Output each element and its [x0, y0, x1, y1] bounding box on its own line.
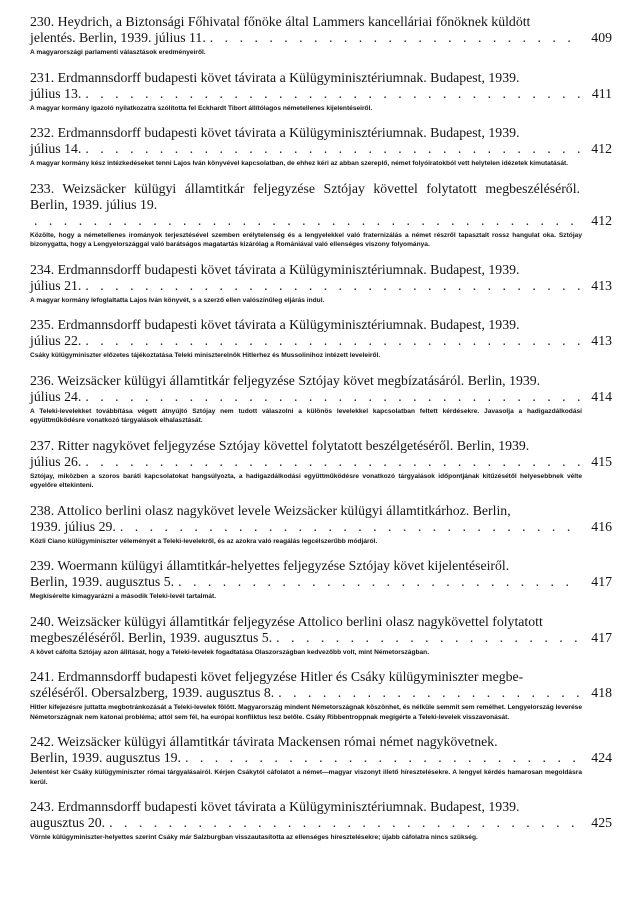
entry-title — [30, 70, 612, 86]
entry-summary: A magyarországi parlamenti választások eredményeiről. — [30, 49, 206, 56]
entry-title — [30, 181, 612, 213]
entry-title — [30, 799, 612, 815]
entry-summary: Sztójay, miközben a szoros baráti kapcsolatokat hangsúlyozta, a hadigazdálkodási együttműködésre vonatkozó tárgyalások időpontjának kitűzésétől helyesebbnek vélte egyelőre eltekinteni. — [30, 472, 582, 489]
entry-number: 236. — [30, 372, 55, 388]
toc-entry — [30, 181, 612, 250]
dot-leader — [34, 213, 580, 229]
entry-last-line — [30, 685, 612, 701]
dot-leader — [85, 389, 580, 405]
entry-title-text: Heydrich, a Biztonsági Főhivatal főnöke által Lammers kancelláriai főnöknek küldött — [57, 14, 531, 29]
entry-last-text: Berlin, 1939. augusztus 19. — [30, 750, 181, 765]
dot-leader — [85, 86, 580, 102]
entry-last-text: széléséről. Obersalzberg, 1939. augusztus 8. — [30, 685, 275, 700]
entry-summary: Csáky külügyminiszter előzetes tájékoztatása Teleki miniszterelnök Hitlerhez és Mussolinihoz intézett leveleiről. — [30, 352, 381, 359]
entry-summary: Jelentést kér Csáky külügyminiszter római tárgyalásairól. Kérjen Csákytól cáfolatot a német—magyar viszonyt illető híresztelésekre. A lengyel kérdés hamarosan megoldásra kerül. — [30, 769, 582, 786]
toc-entry — [30, 14, 612, 58]
entry-summary: A magyar kormány igazoló nyilatkozatra szólította fel Eckhardt Tibort állítólagos németellenes kijelentéseiről. — [30, 104, 373, 112]
entry-last-text: 1939. július 29. — [30, 518, 116, 534]
entry-summary: A magyar kormány lefoglaltatta Lajos Iván könyvét, s a szerző ellen valószínűleg eljárás indul. — [30, 296, 325, 304]
entry-title — [30, 614, 612, 630]
entry-last-line — [30, 141, 612, 157]
toc-entry — [30, 669, 612, 722]
page-number: 424 — [591, 750, 612, 765]
dot-leader — [120, 519, 580, 535]
entry-title — [30, 438, 612, 454]
toc-entry — [30, 70, 612, 114]
entry-number: 237. — [30, 437, 55, 453]
entry-last-text: július 26. — [30, 453, 82, 469]
toc-entry — [30, 438, 612, 491]
entry-last-line — [30, 815, 612, 831]
entry-summary: A követ cáfolta Sztójay azon állítását, hogy a Teleki-levelek fogadtatása Olaszországban kedvezőbb volt, mint Németországban. — [30, 648, 430, 656]
entry-title-text: Weizsäcker külügyi államtitkár feljegyzése Sztójay követ megbízatásáról. Berlin, 1939. — [57, 372, 541, 388]
toc-entry — [30, 262, 612, 306]
entry-number: 232. — [30, 125, 55, 140]
page-number: 412 — [591, 212, 612, 228]
entry-title-text: Erdmannsdorff budapesti követ távirata a Külügyminisztériumnak. Budapest, 1939. — [57, 317, 520, 332]
page-number: 425 — [591, 815, 612, 830]
entry-title — [30, 734, 612, 750]
entry-number: 238. — [30, 502, 55, 518]
entry-last-text: július 13. — [30, 85, 82, 101]
page-number: 415 — [591, 453, 612, 469]
entry-last-line — [30, 519, 612, 535]
toc-entry — [30, 614, 612, 658]
dot-leader — [185, 750, 580, 766]
entry-last-line — [30, 333, 612, 349]
entry-title-text: Attolico berlini olasz nagykövet levele Weizsäcker külügyi államtitkárhoz. Berlin, — [56, 502, 511, 518]
entry-number: 230. — [30, 14, 55, 29]
entry-last-line — [30, 454, 612, 470]
entry-title-text: Erdmannsdorff budapesti követ feljegyzése Hitler és Csáky külügyminiszter megbe- — [57, 669, 524, 684]
toc-entry — [30, 317, 612, 361]
dot-leader — [85, 454, 580, 470]
entry-last-line — [30, 278, 612, 294]
entry-title — [30, 558, 612, 574]
entry-last-text: Berlin, 1939. augusztus 5. — [30, 574, 175, 589]
entry-summary: Vörnle külügyminiszter-helyettes szerint Csáky már Salzburgban visszautasította az ellenséges híresztelésekre; újabb cáfolatra nincs szükség. — [30, 834, 478, 841]
entry-last-line — [30, 213, 612, 229]
page-number: 413 — [591, 333, 612, 348]
entry-title-text: Weizsäcker külügyi államtitkár feljegyzése Sztójay követtel folytatott megbeszéléséről. Berlin, 1939. július 19. — [30, 180, 580, 212]
entry-last-line — [30, 389, 612, 405]
entry-title — [30, 262, 612, 278]
entry-last-line — [30, 750, 612, 766]
dot-leader — [178, 574, 580, 590]
entry-summary: A Teleki-levelekket továbbításа végett átnyújtó Sztójay nem tudott válaszolni a különös levelekkel kapcsolatban feltett kérdésekre. Javasolja a hadigazdálkodási együttműködésre vonatkozó tárgyalások elhalasztását. — [30, 407, 582, 424]
entry-title — [30, 14, 612, 30]
entry-summary: Hitler kifejezésre juttatta megbotránkozását a Teleki-levelek fölött. Magyarország mindent Németországnak köszönhet, és nélküle semmit sem remélhet. Lengyelország leverése Németországnak nem katonai probléma; attól sem fél, ha európai konfliktus lesz belőle. Csáky Ribbentroppnak megígérte a Teleki-levelek visszavonását. — [30, 704, 582, 721]
entry-last-line — [30, 630, 612, 646]
entry-last-text: augusztus 20. — [30, 815, 106, 830]
dot-leader — [85, 278, 580, 294]
entry-title — [30, 317, 612, 333]
entry-summary: A magyar kormány kész intézkedéseket tenni Lajos Iván könyvével kapcsolatban, de ehhez kéri az abban szereplő, német folyóiratokból vett helyteIen idézetek kimutatását. — [30, 160, 569, 167]
entry-number: 231. — [30, 69, 55, 85]
toc-entry — [30, 799, 612, 843]
toc-entry — [30, 558, 612, 602]
entry-number: 239. — [30, 558, 55, 573]
entry-title-text: Woermann külügyi államtitkár-helyettes feljegyzése Sztójay követ kijelentéseiről. — [57, 558, 510, 573]
entry-title-text: Erdmannsdorff budapesti követ távirata a Külügyminisztériumnak. Budapest, 1939. — [57, 69, 520, 85]
entry-last-line — [30, 30, 612, 46]
entry-number: 242. — [30, 734, 55, 749]
entry-title-text: Erdmannsdorff budapesti követ távirata a Külügyminisztériumnak. Budapest, 1939. — [57, 261, 520, 277]
page-number: 414 — [591, 388, 612, 404]
dot-leader — [278, 685, 580, 701]
entry-summary: Közli Ciano külügyminiszter véleményét a Teleki-levelekről, és az azokra való reagálás legcélszerűbb módjáról. — [30, 537, 378, 545]
page-number: 417 — [591, 629, 612, 645]
page-number: 411 — [591, 85, 612, 101]
entry-number: 234. — [30, 261, 55, 277]
page-number: 413 — [591, 277, 612, 293]
page-number: 416 — [591, 518, 612, 534]
page-number: 417 — [591, 574, 612, 589]
dot-leader — [85, 141, 580, 157]
entry-summary: Megkísérelte kimagyarázni a második Teleki-levél tartalmát. — [30, 593, 217, 600]
entry-number: 240. — [30, 613, 55, 629]
dot-leader — [210, 30, 580, 46]
entry-title-text: Erdmannsdorff budapesti követ távirata a Külügyminisztériumnak. Budapest, 1939. — [57, 125, 520, 140]
entry-list — [30, 14, 612, 843]
page-number: 409 — [591, 30, 612, 45]
entry-title — [30, 373, 612, 389]
entry-title-text: Weizsäcker külügyi államtitkár távirata Mackensen római német nagykövetnek. — [57, 734, 498, 749]
entry-title-text: Weizsäcker külügyi államtitkár feljegyzése Attolico berlini olasz nagykövettel folytatott — [57, 613, 543, 629]
entry-title — [30, 669, 612, 685]
entry-number: 233. — [30, 180, 55, 196]
entry-last-text: július 14. — [30, 141, 82, 156]
entry-last-text: megbeszéléséről. Berlin, 1939. augusztus 5. — [30, 629, 273, 645]
toc-entry — [30, 734, 612, 787]
entry-title — [30, 503, 612, 519]
entry-summary: Közölte, hogy a németellenes irományok terjesztésével szemben erélytelenség és a lengyelekkel való fraternizálás a német részről tapasztalt rossz hangulat oka. Sztójay bizonygatta, hogy a Lengyelországgal való barátságos magatartás kizárólag a Romániával való ellenséges viszony folyománya. — [30, 231, 582, 248]
toc-entry — [30, 503, 612, 547]
page-number: 418 — [591, 685, 612, 700]
entry-last-text: július 22. — [30, 333, 82, 348]
dot-leader — [109, 815, 580, 831]
entry-title-text: Ritter nagykövet feljegyzése Sztójay követtel folytatott beszélgetéséről. Berlin, 1939. — [57, 437, 530, 453]
dot-leader — [276, 630, 580, 646]
entry-number: 235. — [30, 317, 55, 332]
entry-last-line — [30, 86, 612, 102]
entry-number: 241. — [30, 669, 55, 684]
entry-number: 243. — [30, 799, 55, 814]
entry-title — [30, 125, 612, 141]
entry-title-text: Erdmannsdorff budapesti követ távirata a Külügyminisztériumnak. Budapest, 1939. — [57, 799, 520, 814]
dot-leader — [85, 333, 580, 349]
page-number: 412 — [591, 141, 612, 156]
toc-entry — [30, 373, 612, 426]
toc-entry — [30, 125, 612, 169]
entry-last-text: július 24. — [30, 388, 82, 404]
entry-last-line — [30, 574, 612, 590]
entry-last-text: jelentés. Berlin, 1939. július 11. — [30, 30, 206, 45]
entry-last-text: július 21. — [30, 277, 82, 293]
